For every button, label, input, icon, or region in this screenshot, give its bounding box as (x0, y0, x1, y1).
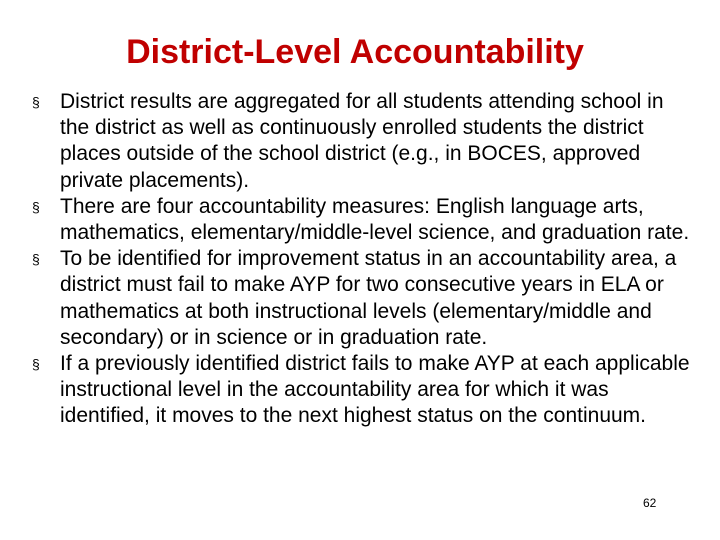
page-number: 62 (643, 496, 657, 510)
bullet-text: To be identified for improvement status in an accountability area, a district must fail to make AYP for two consecutive years in ELA or mathematics at both instructional levels (elementary/middle and secondary) or in science or in graduation rate. (60, 247, 677, 349)
bullet-text: District results are aggregated for all students attending school in the district as well as continuously enrolled students the district places outside of the school district (e.g., in BOCES, approved private placements). (60, 90, 664, 192)
square-bullet-icon: § (32, 251, 40, 268)
bullet-list (30, 89, 692, 430)
square-bullet-icon: § (32, 356, 40, 373)
bullet-text: If a previously identified district fails to make AYP at each applicable instructional level in the accountability area for which it was identified, it moves to the next highest status on the continuum. (60, 352, 690, 428)
bullet-item (30, 351, 692, 430)
bullet-item (30, 194, 692, 246)
bullet-item (30, 246, 692, 351)
square-bullet-icon: § (32, 94, 40, 110)
slide-title: District-Level Accountability (126, 33, 584, 71)
square-bullet-icon: § (32, 198, 40, 215)
bullet-item (30, 89, 692, 194)
bullet-text: There are four accountability measures: English language arts, mathematics, elementary/middle-level science, and graduation rate. (60, 194, 690, 245)
